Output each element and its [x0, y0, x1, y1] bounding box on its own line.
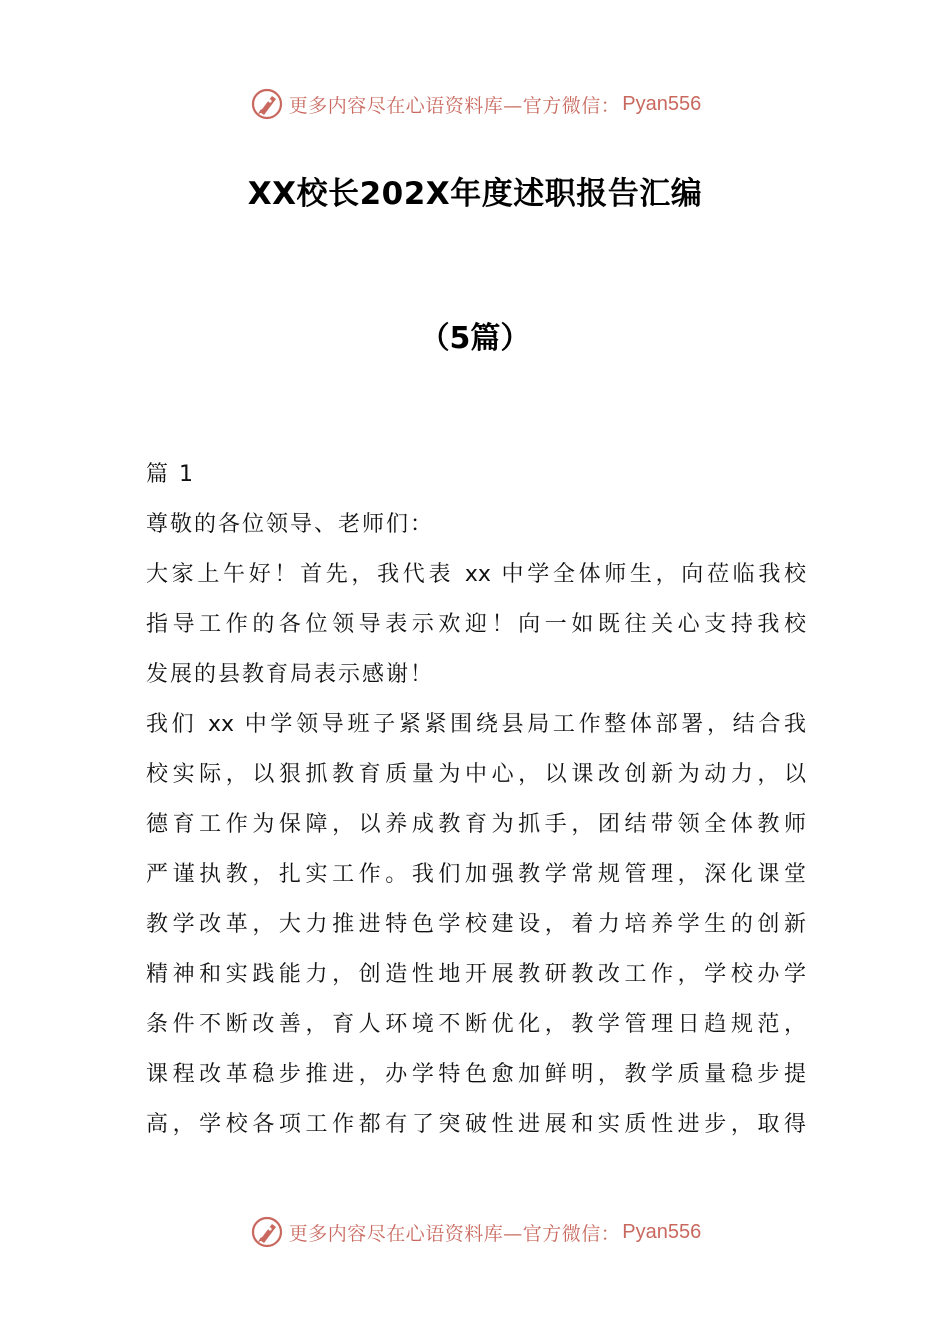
- document-subtitle: （5篇）: [419, 321, 531, 356]
- body-line: 大家上午好！首先，我代表 xx 中学全体师生，向莅临我校: [146, 562, 806, 587]
- pen-nib-icon: [249, 1214, 285, 1250]
- body-line: 指导工作的各位领导表示欢迎！向一如既往关心支持我校: [146, 612, 806, 637]
- document-title: XX校长202X年度述职报告汇编: [247, 176, 703, 212]
- watermark-text: 更多内容尽在心语资料库—官方微信：: [288, 94, 621, 117]
- watermark-account: Pyan556: [622, 1220, 702, 1243]
- body-line: 条件不断改善，育人环境不断优化，教学管理日趋规范，: [146, 1012, 806, 1037]
- body-line: 课程改革稳步推进，办学特色愈加鲜明，教学质量稳步提: [146, 1062, 806, 1087]
- body-line: 严谨执教，扎实工作。我们加强教学常规管理，深化课堂: [146, 862, 806, 887]
- body-line: 校实际，以狠抓教育质量为中心，以课改创新为动力，以: [146, 762, 806, 787]
- watermark-header: [0, 84, 950, 124]
- body-line: 发展的县教育局表示感谢！: [146, 662, 435, 687]
- body-line: 教学改革，大力推进特色学校建设，着力培养学生的创新: [146, 912, 806, 937]
- greeting: 尊敬的各位领导、老师们：: [146, 512, 435, 537]
- pen-nib-icon: [249, 86, 285, 122]
- body-line: 我们 xx 中学领导班子紧紧围绕县局工作整体部署，结合我: [146, 712, 806, 737]
- document-body: [146, 450, 806, 1150]
- body-line: 精神和实践能力，创造性地开展教研教改工作，学校办学: [146, 962, 806, 987]
- body-line: 高，学校各项工作都有了突破性进展和实质性进步，取得: [146, 1112, 806, 1137]
- section-label: 篇 1: [146, 462, 195, 487]
- watermark-text: 更多内容尽在心语资料库—官方微信：: [288, 1222, 621, 1245]
- watermark-footer: [0, 1212, 950, 1252]
- watermark-account: Pyan556: [622, 92, 702, 115]
- body-line: 德育工作为保障，以养成教育为抓手，团结带领全体教师: [146, 812, 806, 837]
